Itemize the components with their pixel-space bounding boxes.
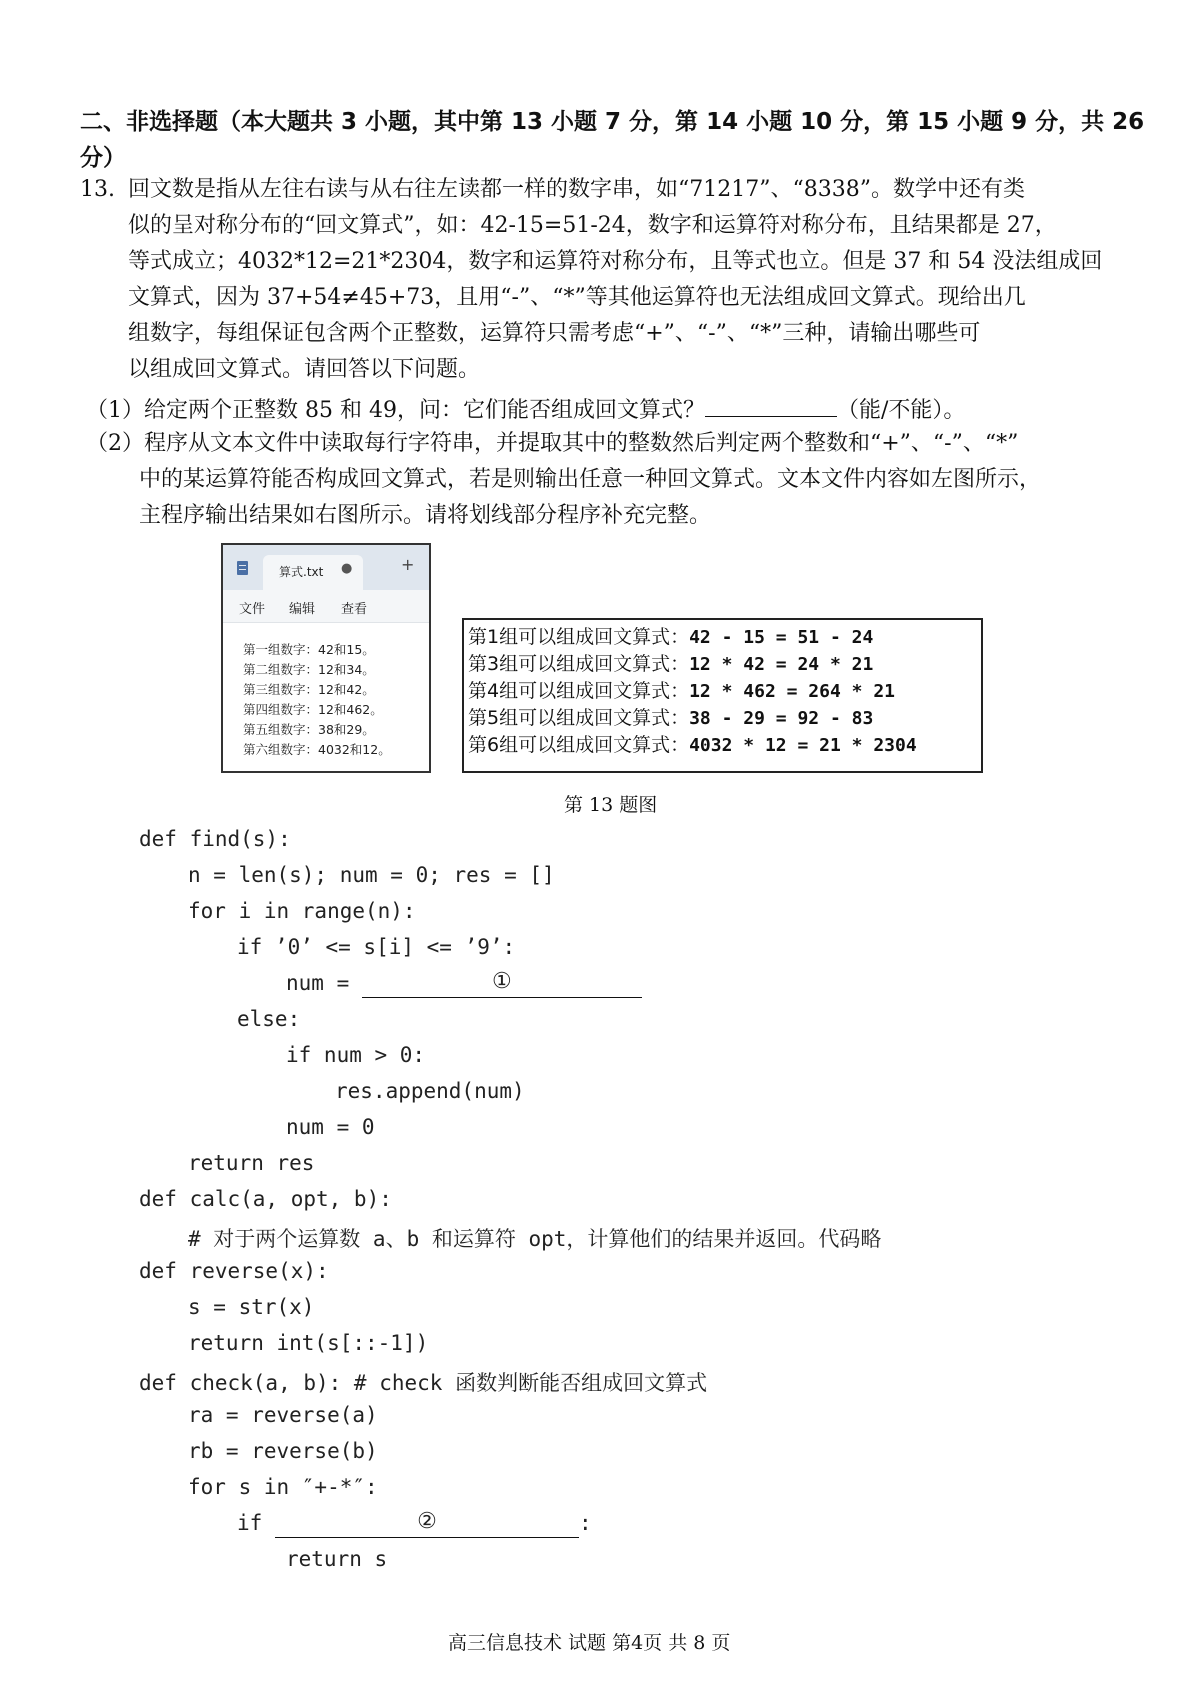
code-comment: # 对于两个运算数 a、b 和运算符 opt，计算他们的结果并返回。代码略	[188, 1227, 882, 1251]
menu-edit[interactable]: 编辑	[289, 602, 316, 617]
code-line: def calc(a, opt, b):	[139, 1187, 392, 1211]
code-line: def find(s):	[139, 827, 291, 851]
output-line	[468, 678, 981, 705]
answer-blank-1[interactable]	[705, 390, 837, 417]
notepad-menubar	[223, 590, 429, 623]
notepad-window	[221, 543, 431, 773]
output-label: 第1组可以组成回文算式：	[468, 626, 690, 648]
code-line: num = 0	[286, 1115, 375, 1139]
output-expr: 42 - 15 = 51 - 24	[689, 627, 874, 648]
question-line: 似的呈对称分布的“回文算式”，如：42-15=51-24，数字和运算符对称分布，且结果都是 27，	[128, 213, 1057, 238]
notepad-content	[243, 640, 391, 760]
output-line	[468, 651, 981, 678]
notepad-tab-title: 算式.txt	[279, 565, 324, 579]
output-line	[468, 624, 981, 651]
output-expr: 12 * 462 = 264 * 21	[689, 681, 895, 702]
notepad-line: 第六组数字：4032和12。	[243, 742, 391, 757]
output-label: 第6组可以组成回文算式：	[468, 734, 690, 756]
code-line: res.append(num)	[335, 1079, 525, 1103]
output-label: 第4组可以组成回文算式：	[468, 680, 690, 702]
question-line: 文算式，因为 37+54≠45+73，且用“-”、“*”等其他运算符也无法组成回文算式。现给出几	[128, 285, 1026, 310]
question-number: 13.	[80, 177, 115, 202]
sub-question-2-line: 中的某运算符能否构成回文算式，若是则输出任意一种回文算式。文本文件内容如左图所示，	[139, 467, 1042, 492]
output-line	[468, 732, 981, 759]
notepad-line: 第四组数字：12和462。	[243, 702, 383, 717]
code-line: if ’0’ <= s[i] <= ’9’:	[237, 935, 516, 959]
program-output	[462, 618, 983, 773]
sub-question-1	[86, 390, 965, 429]
code-line: def reverse(x):	[139, 1259, 329, 1283]
code-line: ra = reverse(a)	[188, 1403, 378, 1427]
section-heading-line1: 二、非选择题（本大题共 3 小题，其中第 13 小题 7 分，第 14 小题 10 分，第 15 小题 9 分，共 26	[80, 109, 1145, 135]
menu-file[interactable]: 文件	[239, 602, 266, 617]
question-line: 组数字，每组保证包含两个正整数，运算符只需考虑“+”、“-”、“*”三种，请输出哪些可	[128, 321, 981, 346]
code-line: rb = reverse(b)	[188, 1439, 378, 1463]
output-expr: 38 - 29 = 92 - 83	[689, 708, 874, 729]
notepad-line: 第二组数字：12和34。	[243, 662, 375, 677]
code-line: n = len(s); num = 0; res = []	[188, 863, 555, 887]
notepad-line: 第一组数字：42和15。	[243, 642, 375, 657]
notepad-line: 第三组数字：12和42。	[243, 682, 375, 697]
code-line: if num > 0:	[286, 1043, 426, 1067]
blank-marker-1: ①	[491, 969, 512, 994]
code-line: def check(a, b): # check 函数判断能否组成回文算式	[139, 1371, 708, 1395]
code-line: for s in ″+-*″:	[188, 1475, 378, 1499]
page-footer: 高三信息技术 试题 第4页 共 8 页	[448, 1632, 731, 1654]
blank-marker-2: ②	[417, 1509, 437, 1534]
sub-question-2-line: （2）程序从文本文件中读取每行字符串，并提取其中的整数然后判定两个整数和“+”、“-”、“*”	[86, 431, 1019, 456]
sub-question-2-line: 主程序输出结果如右图所示。请将划线部分程序补充完整。	[139, 503, 712, 528]
code-blank-2[interactable]	[275, 1511, 579, 1538]
unsaved-dot-icon: ●	[341, 561, 353, 576]
question-line: 等式成立；4032*12=21*2304，数字和运算符对称分布，且等式也立。但是 37 和 54 没法组成回	[128, 249, 1103, 274]
code-text: :	[578, 1511, 592, 1535]
output-expr: 12 * 42 = 24 * 21	[689, 654, 874, 675]
notepad-tab[interactable]	[263, 555, 363, 590]
code-line: else:	[237, 1007, 301, 1031]
code-line: s = str(x)	[188, 1295, 315, 1319]
code-blank-1[interactable]	[362, 971, 642, 998]
code-text: num =	[286, 971, 362, 995]
code-line: return res	[188, 1151, 315, 1175]
notepad-titlebar	[223, 545, 429, 590]
output-label: 第5组可以组成回文算式：	[468, 707, 690, 729]
notepad-line: 第五组数字：38和29。	[243, 722, 375, 737]
code-line-blank-2	[237, 1511, 592, 1538]
output-label: 第3组可以组成回文算式：	[468, 653, 690, 675]
sub-question-1-options: （能/不能）。	[836, 398, 966, 423]
sub-question-1-text: （1）给定两个正整数 85 和 49，问：它们能否组成回文算式？	[86, 398, 705, 423]
menu-view[interactable]: 查看	[341, 602, 368, 617]
question-line: 回文数是指从左往右读与从右往左读都一样的数字串，如“71217”、“8338”。数学中还有类	[128, 177, 1025, 202]
output-expr: 4032 * 12 = 21 * 2304	[689, 735, 917, 756]
code-line-blank-1	[286, 971, 642, 998]
code-text: if	[237, 1511, 275, 1535]
notepad-file-icon	[237, 561, 248, 575]
code-line: return int(s[::-1])	[188, 1331, 429, 1355]
new-tab-plus-icon[interactable]: +	[401, 555, 415, 574]
figure-caption: 第 13 题图	[564, 794, 658, 816]
output-line	[468, 705, 981, 732]
code-line: for i in range(n):	[188, 899, 416, 923]
section-heading-line2: 分）	[80, 145, 126, 171]
code-line: return s	[286, 1547, 388, 1571]
question-line: 以组成回文算式。请回答以下问题。	[128, 357, 481, 382]
